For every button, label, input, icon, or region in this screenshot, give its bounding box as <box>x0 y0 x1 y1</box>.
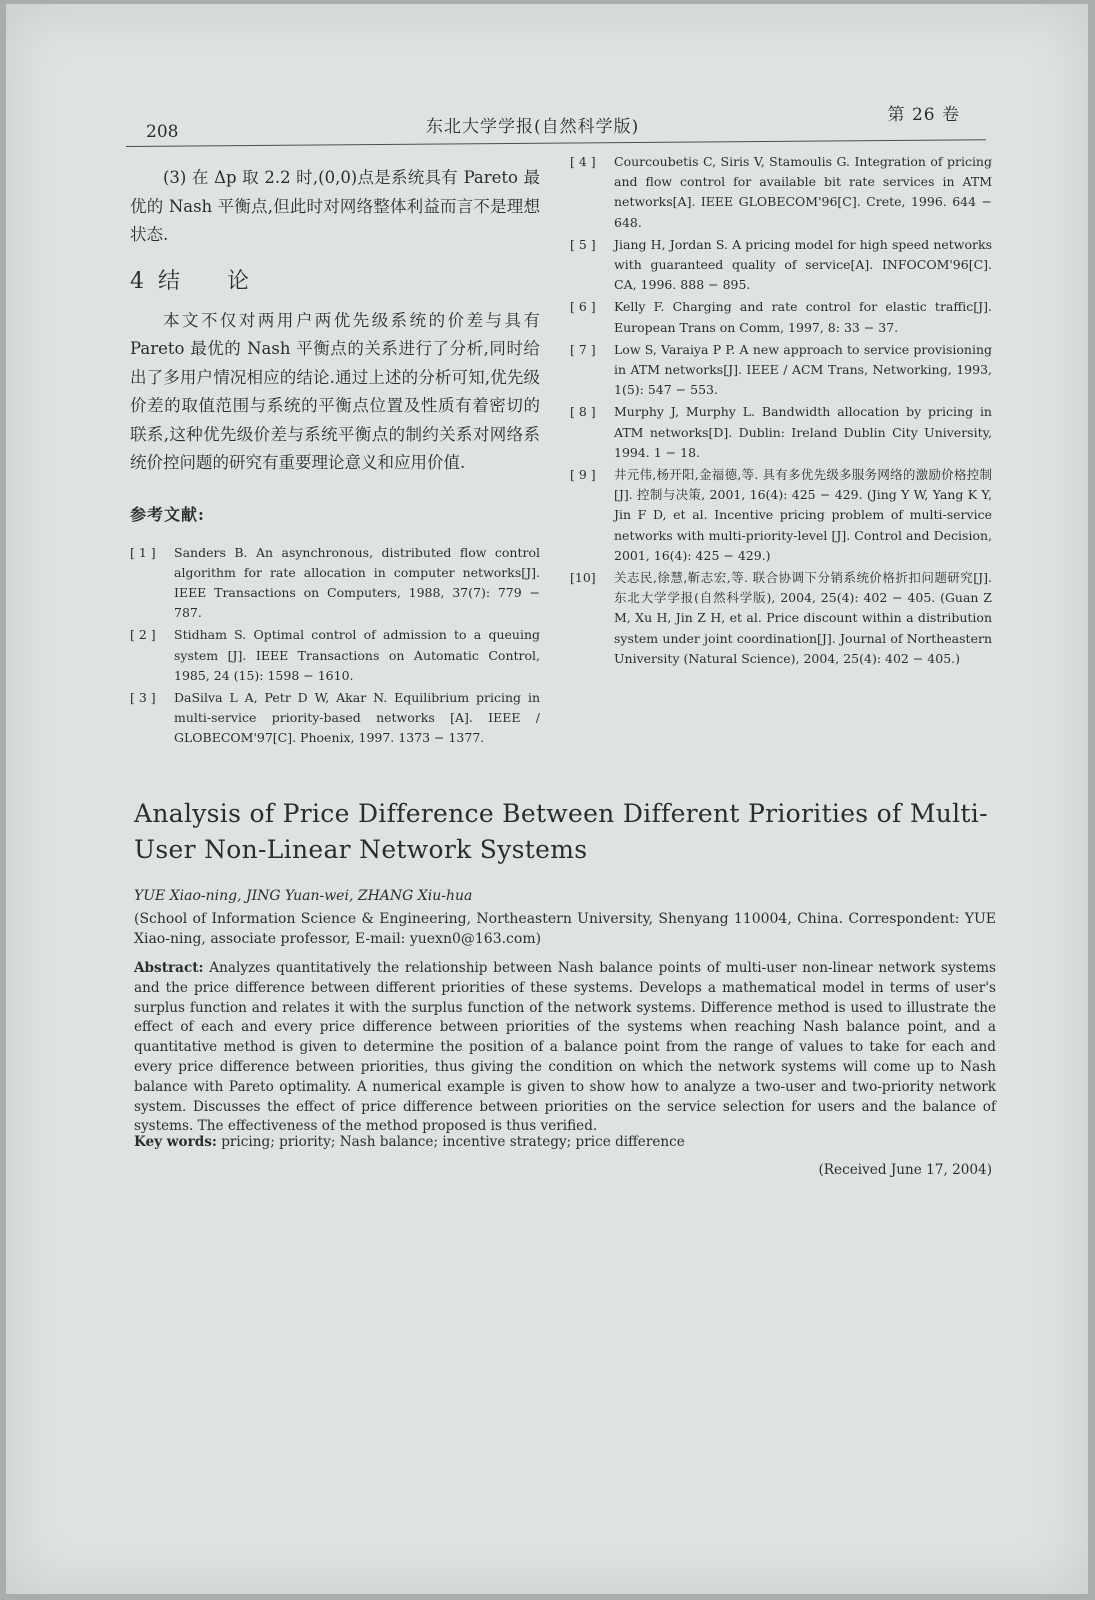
reference-9 <box>570 465 992 566</box>
english-affiliation: (School of Information Science & Engineering, Northeastern University, Shenyang 110004, China. Correspondent: YUE Xiao-ning, associate professor, E-mail: yuexn0@163.com) <box>134 911 996 947</box>
journal-name: 东北大学学报(自然科学版) <box>426 117 640 137</box>
reference-text: Sanders B. An asynchronous, distributed flow control algorithm for rate allocation in computer networks[J]. IEEE Transactions on Computers, 1988, 37(7): 779 − 787. <box>174 544 540 621</box>
reference-text: Murphy J, Murphy L. Bandwidth allocation by pricing in ATM networks[D]. Dublin: Ireland Dublin City University, 1994. 1 − 18. <box>614 404 992 460</box>
reference-number: [ 4 ] <box>570 154 596 169</box>
english-title: Analysis of Price Difference Between Different Priorities of Multi-User Non-Linear Network Systems <box>134 799 988 864</box>
abstract-text: Analyzes quantitatively the relationship between Nash balance points of multi-user non-linear network systems and the price difference between different priorities of these systems. Develops a mathematical model in terms of user's surplus function and relates it with the surplus function of the network systems. Difference method is used to illustrate the effect of each and every price difference between priorities of the systems when reaching Nash balance point, and a quantitative method is given to determine the position of a balance point from the range of values to take for each and every price difference between priorities, thus giving the condition on which the network systems will come up to Nash balance with Pareto optimality. A numerical example is given to show how to analyze a two-user and two-priority network system. Discusses the effect of price difference between priorities on the service selection for users and the balance of systems. The effectiveness of the method proposed is thus verified. <box>134 960 996 1135</box>
reference-number: [ 2 ] <box>130 627 156 643</box>
reference-6 <box>570 297 992 337</box>
reference-number: [ 7 ] <box>570 341 596 357</box>
section-title: 结 论 <box>158 268 269 294</box>
paper-page <box>6 4 1088 1594</box>
reference-number: [ 5 ] <box>570 236 596 252</box>
english-authors: YUE Xiao-ning, JING Yuan-wei, ZHANG Xiu-hua <box>134 888 473 904</box>
reference-text: Jiang H, Jordan S. A pricing model for high speed networks with guaranteed quality of service[A]. INFOCOM'96[C]. CA, 1996. 888 − 895. <box>614 236 992 293</box>
reference-number: [ 6 ] <box>570 299 596 315</box>
reference-2 <box>130 625 540 686</box>
english-abstract <box>134 959 996 1137</box>
reference-text: Courcoubetis C, Siris V, Stamoulis G. Integration of pricing and flow control for available bit rate services in ATM networks[A]. IEEE GLOBECOM'96[C]. Crete, 1996. 644 − 648. <box>614 154 992 230</box>
english-keywords <box>134 1134 685 1150</box>
reference-text: DaSilva L A, Petr D W, Akar N. Equilibrium pricing in multi-service priority-based networks [A]. IEEE / GLOBECOM'97[C]. Phoenix, 1997. 1373 − 1377. <box>174 689 540 746</box>
keywords-text: pricing; priority; Nash balance; incentive strategy; price difference <box>221 1134 685 1150</box>
section-number: 4 <box>130 268 158 294</box>
references-title: 参考文献: <box>130 504 205 524</box>
left-column <box>130 164 540 751</box>
reference-text: Low S, Varaiya P P. A new approach to service provisioning in ATM networks[J]. IEEE / ACM Trans, Networking, 1993, 1(5): 547 − 553. <box>614 341 992 398</box>
reference-1 <box>130 543 540 624</box>
reference-5 <box>570 235 992 296</box>
paragraph-item-3: (3) 在 Δp 取 2.2 时,(0,0)点是系统具有 Pareto 最优的 Nash 平衡点,但此时对网络整体利益而言不是理想状态. <box>130 168 540 244</box>
reference-text: 井元伟,杨开阳,金福德,等. 具有多优先级多服务网络的激励价格控制[J]. 控制与决策, 2001, 16(4): 425 − 429. (Jing Y W, Yang K Y, Jin F D, et al. Incentive pricing problem of multi-service networks with multi-priority-level [J]. Control and Decision, 2001, 16(4): 425 − 429.) <box>614 467 992 563</box>
reference-number: [ 9 ] <box>570 467 596 483</box>
reference-number: [ 8 ] <box>570 404 596 420</box>
reference-10 <box>570 568 992 669</box>
reference-3 <box>130 688 540 749</box>
reference-4 <box>570 152 992 233</box>
page-number: 208 <box>146 122 179 142</box>
received-date: (Received June 17, 2004) <box>818 1162 992 1178</box>
reference-8 <box>570 402 992 463</box>
reference-number: [ 3 ] <box>130 689 156 705</box>
right-column <box>570 152 992 671</box>
reference-number: [ 1 ] <box>130 544 156 560</box>
keywords-label: Key words: <box>134 1134 217 1150</box>
running-header <box>126 96 986 144</box>
reference-number: [10] <box>570 570 596 586</box>
reference-text: 关志民,徐慧,靳志宏,等. 联合协调下分销系统价格折扣问题研究[J]. 东北大学学报(自然科学版), 2004, 25(4): 402 − 405. (Guan Z M, Xu H, Jin Z H, et al. Price discount within a distribution system under joint coordination[J]. Journal of Northeastern University (Natural Science), 2004, 25(4): 402 − 405.) <box>614 570 992 666</box>
reference-7 <box>570 340 992 401</box>
reference-text: Stidham S. Optimal control of admission to a queuing system [J]. IEEE Transactions on Automatic Control, 1985, 24 (15): 1598 − 1610. <box>174 627 540 683</box>
section-heading <box>130 264 540 295</box>
reference-text: Kelly F. Charging and rate control for elastic traffic[J]. European Trans on Comm, 1997, 8: 33 − 37. <box>614 299 992 335</box>
abstract-label: Abstract: <box>134 960 204 976</box>
volume-label: 第 26 卷 <box>887 105 960 125</box>
conclusion-paragraph: 本文不仅对两用户两优先级系统的价差与具有 Pareto 最优的 Nash 平衡点的关系进行了分析,同时给出了多用户情况相应的结论.通过上述的分析可知,优先级价差的取值范围与系统的平衡点位置及性质有着密切的联系,这种优先级价差与系统平衡点的制约关系对网络系统价控问题的研究有重要理论意义和应用价值. <box>130 310 540 472</box>
